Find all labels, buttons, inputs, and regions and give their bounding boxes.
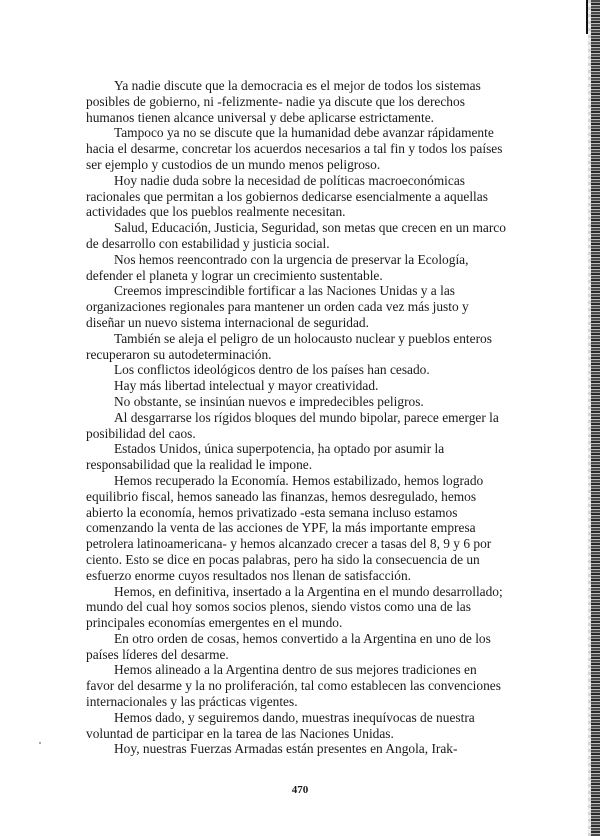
page-number: 470: [291, 784, 309, 796]
paragraph-ecologia: Nos hemos reencontrado con la urgencia de preservar la Ecología, defender el planeta y lograr un crecimiento sustentable.: [86, 251, 469, 283]
paragraph-peligros: No obstante, se insinúan nuevos e impredecibles peligros.: [114, 393, 424, 409]
paragraph-mundo-desarrollado: Hemos, en definitiva, insertado a la Argentina en el mundo desarrollado; mundo del cual hoy somos socios plenos, siendo vistos como una de las principales economías emergentes en el mundo.: [86, 583, 503, 631]
paragraph-voluntad: Hemos dado, y seguiremos dando, muestras inequívocas de nuestra voluntad de participar en la tarea de las Naciones Unidas.: [86, 709, 475, 741]
paragraph-salud-educacion: Salud, Educación, Justicia, Seguridad, son metas que crecen en un marco de desarrollo con estabilidad y justicia social.: [86, 220, 506, 251]
paragraph-no-proliferacion: Hemos alineado a la Argentina dentro de sus mejores tradiciones en favor del desarme y la no proliferación, tal como establecen las convenciones internacionales y las prácticas vigentes.: [86, 662, 501, 710]
paragraph-conflictos: Los conflictos ideológicos dentro de los países han cesado.: [114, 362, 430, 378]
document-body: [86, 78, 506, 757]
paragraph-fuerzas-armadas: Hoy, nuestras Fuerzas Armadas están presentes en Angola, Irak-: [114, 741, 458, 757]
paragraph-estados-unidos: Estados Unidos, única superpotencia, ha optado por asumir la responsabilidad que la realidad le impone.: [86, 441, 445, 473]
scan-edge-right: [591, 0, 600, 836]
paragraph-democracia: Ya nadie discute que la democracia es el mejor de todos los sistemas posibles de gobierno, ni -felizmente- nadie ya discute que los derechos humanos tienen alcance universal y debe aplicarse estrictamente.: [86, 78, 481, 125]
paragraph-naciones-unidas: Creemos imprescindible fortificar a las Naciones Unidas y a las organizaciones regionales para mantener un orden cada vez más justo y diseñar un nuevo sistema internacional de seguridad.: [86, 283, 469, 330]
paragraph-desarme: Tampoco ya no se discute que la humanidad debe avanzar rápidamente hacia el desarme, concretar los acuerdos necesarios a tal fin y todos los países ser ejemplo y custodios de un mundo menos peligroso.: [86, 125, 503, 172]
paragraph-libertad: Hay más libertad intelectual y mayor creatividad.: [114, 378, 379, 394]
paragraph-macroeconomia: Hoy nadie duda sobre la necesidad de políticas macroeconómicas racionales que permitan a los gobiernos dedicarse esencialmente a aquellas actividades que los pueblos realmente necesitan.: [86, 172, 488, 220]
paragraph-lideres-desarme: En otro orden de cosas, hemos convertido a la Argentina en uno de los países líderes del desarme.: [86, 630, 491, 662]
scan-speck: [39, 742, 41, 744]
paragraph-economia: Hemos recuperado la Economía. Hemos estabilizado, hemos logrado equilibrio fiscal, hemos saneado las finanzas, hemos desregulado, hemos abierto la economía, hemos privatizado -esta semana incluso estamos comenzando la venta de las acciones de YPF, la más importante empresa petrolera latinoamericana- y hemos alcanzado crecer a tasas del 8, 9 y 6 por ciento. Esto se dice en pocas palabras, pero ha sido la consecuencia de un esfuerzo enorme cuyos resultados nos llenan de satisfacción.: [86, 472, 492, 583]
paragraph-holocausto-nuclear: También se aleja el peligro de un holocausto nuclear y pueblos enteros recuperaron su autodeterminación.: [86, 330, 492, 362]
paragraph-bloques: Al desgarrarse los rígidos bloques del mundo bipolar, parece emerger la posibilidad del caos.: [86, 409, 499, 441]
